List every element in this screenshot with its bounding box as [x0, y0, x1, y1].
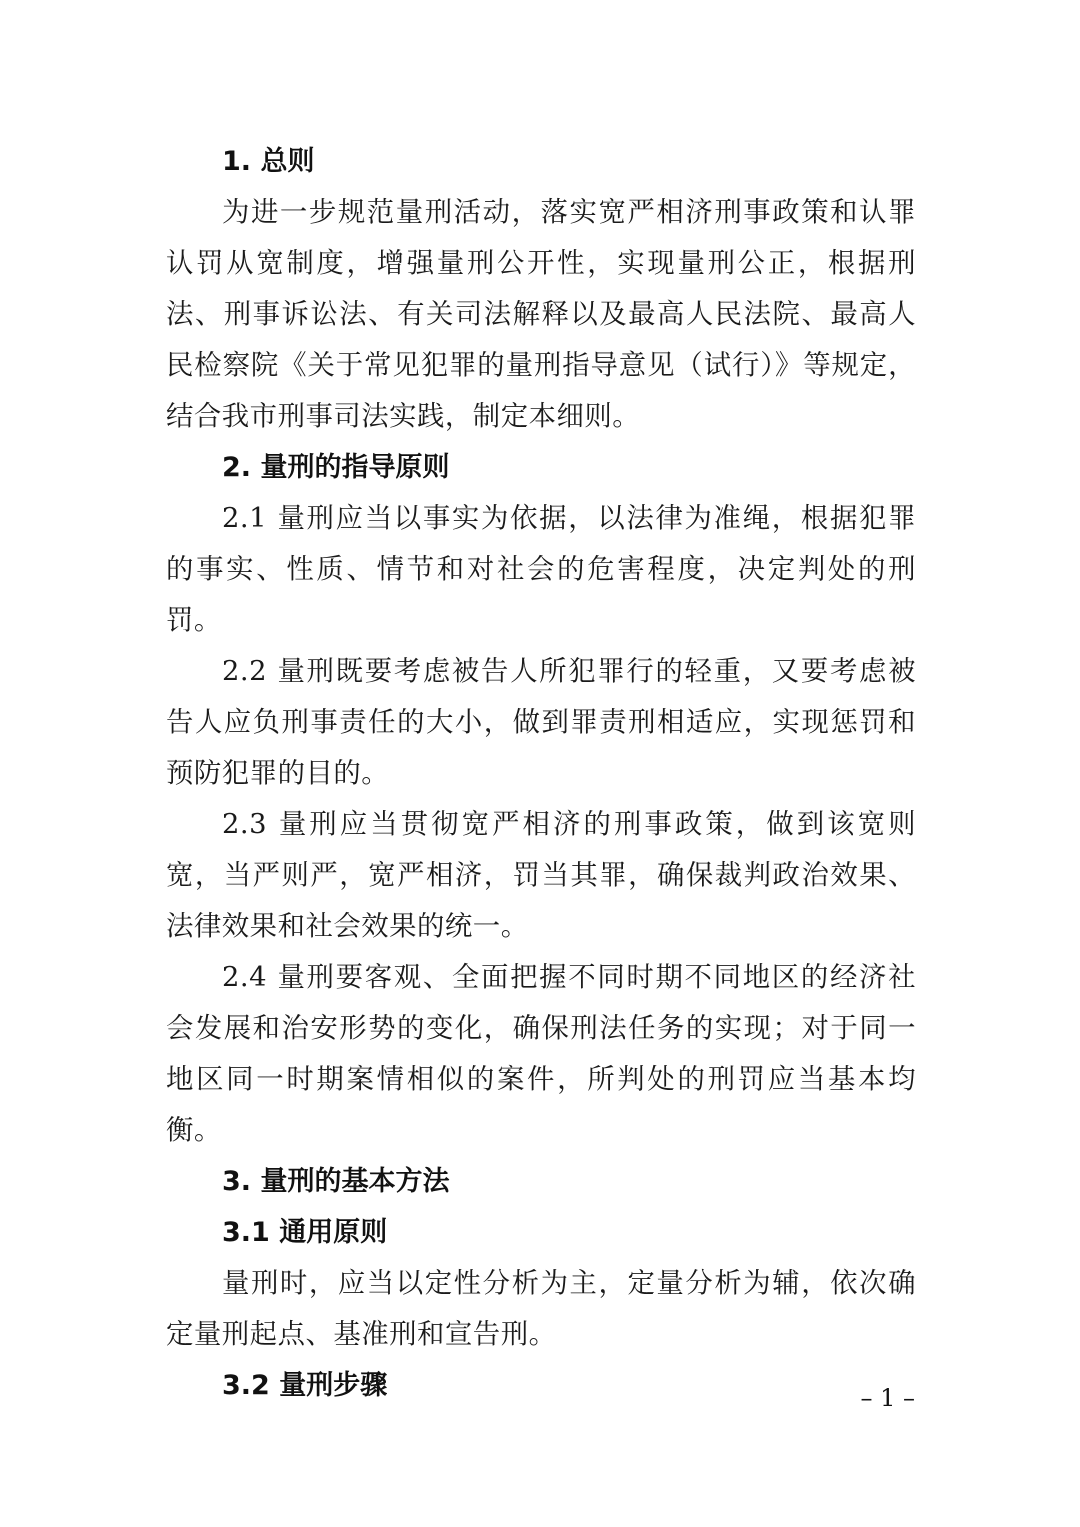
- section-2-2-paragraph: 2.2 量刑既要考虑被告人所犯罪行的轻重，又要考虑被告人应负刑事责任的大小，做到罪责刑相适应，实现惩罚和预防犯罪的目的。: [166, 656, 916, 789]
- document-body: [166, 136, 916, 1411]
- page-number: – 1 –: [860, 1384, 915, 1412]
- section-3-1-subheading: 3.1 通用原则: [222, 1217, 388, 1248]
- section-2-3-paragraph: 2.3 量刑应当贯彻宽严相济的刑事政策，做到该宽则宽，当严则严，宽严相济，罚当其罪，确保裁判政治效果、法律效果和社会效果的统一。: [166, 809, 916, 942]
- section-1-heading: 1. 总则: [222, 146, 315, 177]
- section-2-heading: 2. 量刑的指导原则: [222, 452, 450, 483]
- section-3-heading: 3. 量刑的基本方法: [222, 1166, 450, 1197]
- section-1-paragraph: 为进一步规范量刑活动，落实宽严相济刑事政策和认罪认罚从宽制度，增强量刑公开性，实现量刑公正，根据刑法、刑事诉讼法、有关司法解释以及最高人民法院、最高人民检察院《关于常见犯罪的量刑指导意见（试行）》等规定，结合我市刑事司法实践，制定本细则。: [166, 197, 916, 432]
- section-2-1-paragraph: 2.1 量刑应当以事实为依据，以法律为准绳，根据犯罪的事实、性质、情节和对社会的危害程度，决定判处的刑罚。: [166, 503, 916, 636]
- section-3-2-subheading: 3.2 量刑步骤: [222, 1370, 388, 1401]
- section-2-4-paragraph: 2.4 量刑要客观、全面把握不同时期不同地区的经济社会发展和治安形势的变化，确保刑法任务的实现；对于同一地区同一时期案情相似的案件，所判处的刑罚应当基本均衡。: [166, 962, 916, 1146]
- section-3-1-paragraph: 量刑时，应当以定性分析为主，定量分析为辅，依次确定量刑起点、基准刑和宣告刑。: [166, 1268, 916, 1350]
